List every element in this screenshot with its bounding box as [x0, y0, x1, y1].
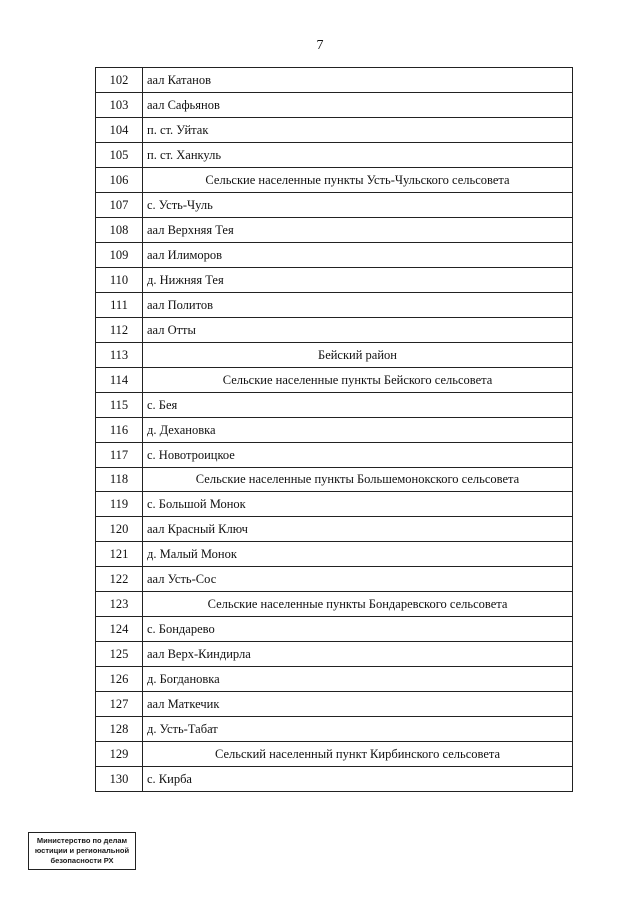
table-section-row — [96, 167, 573, 192]
settlement-name: аал Красный Ключ — [143, 517, 573, 542]
page-number: 7 — [316, 38, 324, 53]
table-row — [96, 692, 573, 717]
table-row — [96, 767, 573, 792]
row-number: 121 — [96, 542, 143, 567]
row-number: 111 — [96, 292, 143, 317]
row-number: 119 — [96, 492, 143, 517]
row-number: 130 — [96, 767, 143, 792]
settlement-name: с. Большой Монок — [143, 492, 573, 517]
section-heading: Сельский населенный пункт Кирбинского сельсовета — [143, 742, 573, 767]
settlement-name: д. Малый Монок — [143, 542, 573, 567]
row-number: 118 — [96, 467, 143, 492]
ministry-stamp — [28, 832, 136, 870]
settlement-name: д. Нижняя Тея — [143, 267, 573, 292]
settlement-name: с. Кирба — [143, 767, 573, 792]
settlements-table-body — [96, 68, 573, 792]
stamp-line-2: юстиции и региональной — [34, 846, 130, 855]
settlement-name: аал Политов — [143, 292, 573, 317]
settlement-name: аал Отты — [143, 317, 573, 342]
table-row — [96, 717, 573, 742]
row-number: 113 — [96, 342, 143, 367]
stamp-line-3: безопасности РХ — [50, 856, 114, 865]
row-number: 125 — [96, 642, 143, 667]
row-number: 128 — [96, 717, 143, 742]
row-number: 103 — [96, 92, 143, 117]
settlement-name: п. ст. Уйтак — [143, 117, 573, 142]
section-heading: Сельские населенные пункты Бондаревского сельсовета — [143, 592, 573, 617]
table-row — [96, 217, 573, 242]
row-number: 106 — [96, 167, 143, 192]
row-number: 126 — [96, 667, 143, 692]
settlement-name: с. Новотроицкое — [143, 442, 573, 467]
row-number: 104 — [96, 117, 143, 142]
settlement-name: аал Сафьянов — [143, 92, 573, 117]
row-number: 107 — [96, 192, 143, 217]
table-section-row — [96, 367, 573, 392]
table-row — [96, 642, 573, 667]
row-number: 123 — [96, 592, 143, 617]
table-section-row — [96, 342, 573, 367]
row-number: 105 — [96, 142, 143, 167]
row-number: 112 — [96, 317, 143, 342]
settlement-name: с. Бондарево — [143, 617, 573, 642]
row-number: 124 — [96, 617, 143, 642]
settlement-name: д. Дехановка — [143, 417, 573, 442]
table-row — [96, 92, 573, 117]
table-row — [96, 442, 573, 467]
row-number: 129 — [96, 742, 143, 767]
row-number: 127 — [96, 692, 143, 717]
table-row — [96, 517, 573, 542]
table-row — [96, 667, 573, 692]
settlement-name: д. Усть-Табат — [143, 717, 573, 742]
table-row — [96, 392, 573, 417]
settlements-table — [95, 67, 573, 792]
table-row — [96, 567, 573, 592]
section-heading: Сельские населенные пункты Бейского сельсовета — [143, 367, 573, 392]
table-row — [96, 242, 573, 267]
table-row — [96, 192, 573, 217]
table-row — [96, 117, 573, 142]
table-row — [96, 617, 573, 642]
table-row — [96, 292, 573, 317]
table-section-row — [96, 592, 573, 617]
settlement-name: аал Верхняя Тея — [143, 217, 573, 242]
settlement-name: с. Усть-Чуль — [143, 192, 573, 217]
settlement-name: аал Усть-Сос — [143, 567, 573, 592]
table-row — [96, 267, 573, 292]
table-section-row — [96, 467, 573, 492]
table-row — [96, 68, 573, 93]
settlement-name: д. Богдановка — [143, 667, 573, 692]
settlement-name: аал Маткечик — [143, 692, 573, 717]
table-section-row — [96, 742, 573, 767]
row-number: 108 — [96, 217, 143, 242]
settlement-name: с. Бея — [143, 392, 573, 417]
settlement-name: п. ст. Ханкуль — [143, 142, 573, 167]
settlement-name: аал Верх-Киндирла — [143, 642, 573, 667]
section-heading: Сельские населенные пункты Большемонокского сельсовета — [143, 467, 573, 492]
row-number: 102 — [96, 68, 143, 93]
table-row — [96, 142, 573, 167]
table-row — [96, 492, 573, 517]
row-number: 114 — [96, 367, 143, 392]
settlement-name: аал Катанов — [143, 68, 573, 93]
table-row — [96, 417, 573, 442]
row-number: 120 — [96, 517, 143, 542]
row-number: 122 — [96, 567, 143, 592]
table-row — [96, 542, 573, 567]
row-number: 115 — [96, 392, 143, 417]
row-number: 117 — [96, 442, 143, 467]
settlement-name: аал Илиморов — [143, 242, 573, 267]
row-number: 116 — [96, 417, 143, 442]
table-row — [96, 317, 573, 342]
section-heading: Бейский район — [143, 342, 573, 367]
row-number: 109 — [96, 242, 143, 267]
row-number: 110 — [96, 267, 143, 292]
stamp-line-1: Министерство по делам — [36, 836, 128, 845]
section-heading: Сельские населенные пункты Усть-Чульского сельсовета — [143, 167, 573, 192]
